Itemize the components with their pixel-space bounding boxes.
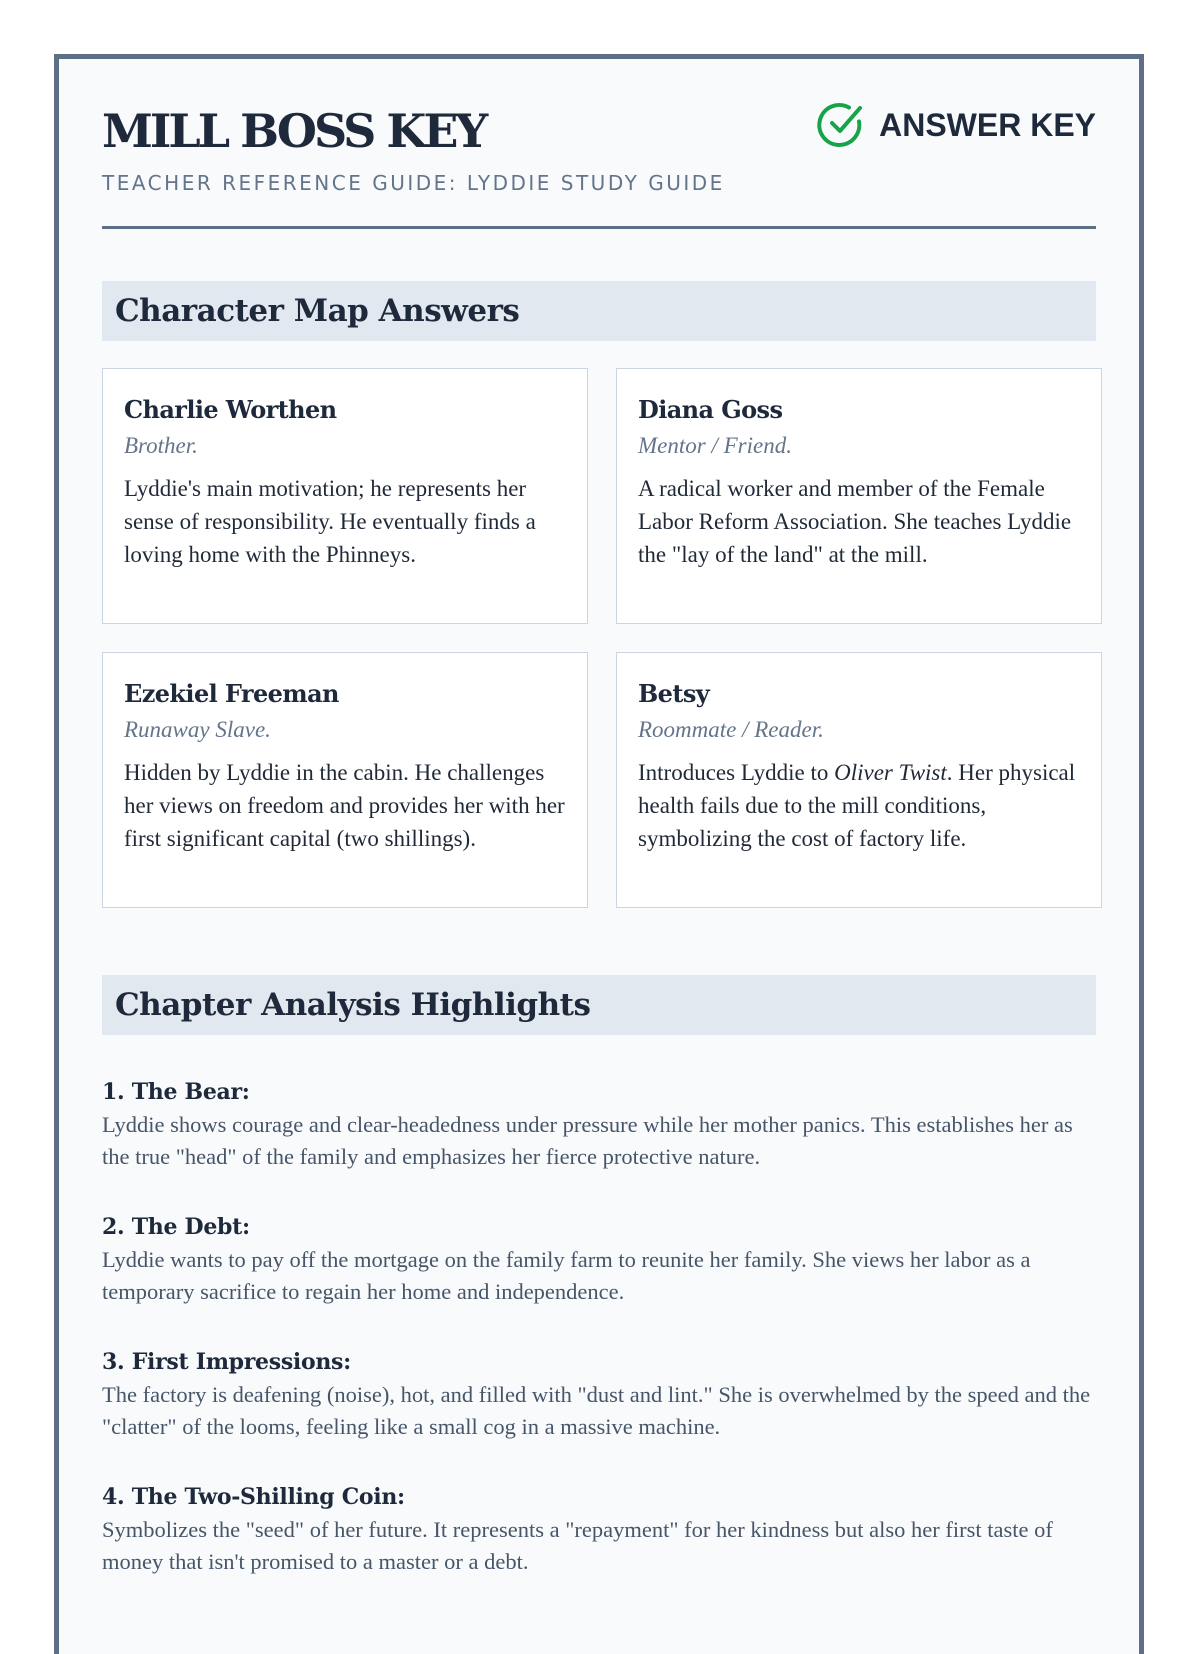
character-role: Mentor / Friend. <box>638 433 792 458</box>
book-title: Oliver Twist <box>834 760 947 785</box>
chapter-analysis-heading: Chapter Analysis Highlights <box>102 975 1096 1035</box>
analysis-item <box>102 1212 1096 1308</box>
analysis-item-body: Lyddie wants to pay off the mortgage on the family farm to reunite her family. She views her labor as a temporary sacrifice to regain her home and independence. <box>102 1247 1031 1304</box>
character-card <box>616 368 1102 624</box>
analysis-item-body: The factory is deafening (noise), hot, and filled with "dust and lint." She is overwhelmed by the speed and the "clatter" of the looms, feeling like a small cog in a massive machine. <box>102 1382 1091 1439</box>
check-circle-icon <box>815 99 867 151</box>
character-description: Lyddie's main motivation; he represents her sense of responsibility. He eventually finds a loving home with the Phinneys. <box>124 476 536 567</box>
character-role: Roommate / Reader. <box>638 717 824 742</box>
character-card <box>102 652 588 908</box>
description-text: . Her physical health fails due to the mill conditions, symbolizing the cost of factory life. <box>638 760 1076 851</box>
answer-key-label: ANSWER KEY <box>879 106 1096 143</box>
analysis-item-title: 2. The Debt: <box>102 1214 250 1240</box>
chapter-analysis-list <box>102 1077 1096 1578</box>
character-description: Hidden by Lyddie in the cabin. He challenges her views on freedom and provides her with her first significant capital (two shillings). <box>124 760 565 851</box>
character-name: Betsy <box>638 679 710 708</box>
answer-key-badge <box>815 99 1096 151</box>
character-map-grid <box>102 368 1096 908</box>
analysis-item <box>102 1347 1096 1443</box>
character-role: Brother. <box>124 433 198 458</box>
character-description <box>638 756 1081 855</box>
analysis-item-title: 4. The Two-Shilling Coin: <box>102 1484 405 1510</box>
analysis-item <box>102 1482 1096 1578</box>
character-card <box>616 652 1102 908</box>
character-card <box>102 368 588 624</box>
character-name: Charlie Worthen <box>124 395 337 424</box>
description-text: Introduces Lyddie to <box>638 760 835 785</box>
analysis-item-title: 3. First Impressions: <box>102 1349 351 1375</box>
answer-key-sheet <box>54 54 1144 1654</box>
page-header <box>102 105 1096 229</box>
character-map-heading: Character Map Answers <box>102 281 1096 341</box>
character-description: A radical worker and member of the Female Labor Reform Association. She teaches Lyddie the "lay of the land" at the mill. <box>638 476 1072 567</box>
character-role: Runaway Slave. <box>124 717 271 742</box>
analysis-item <box>102 1077 1096 1173</box>
analysis-item-body: Lyddie shows courage and clear-headedness under pressure while her mother panics. This establishes her as the true "head" of the family and emphasizes her fierce protective nature. <box>102 1112 1073 1169</box>
page-title: MILL BOSS KEY <box>102 104 486 158</box>
character-name: Ezekiel Freeman <box>124 679 339 708</box>
page-subtitle: TEACHER REFERENCE GUIDE: LYDDIE STUDY GUIDE <box>102 171 725 195</box>
character-name: Diana Goss <box>638 395 783 424</box>
analysis-item-title: 1. The Bear: <box>102 1079 250 1105</box>
analysis-item-body: Symbolizes the "seed" of her future. It represents a "repayment" for her kindness but also her first taste of money that isn't promised to a master or a debt. <box>102 1517 1053 1574</box>
